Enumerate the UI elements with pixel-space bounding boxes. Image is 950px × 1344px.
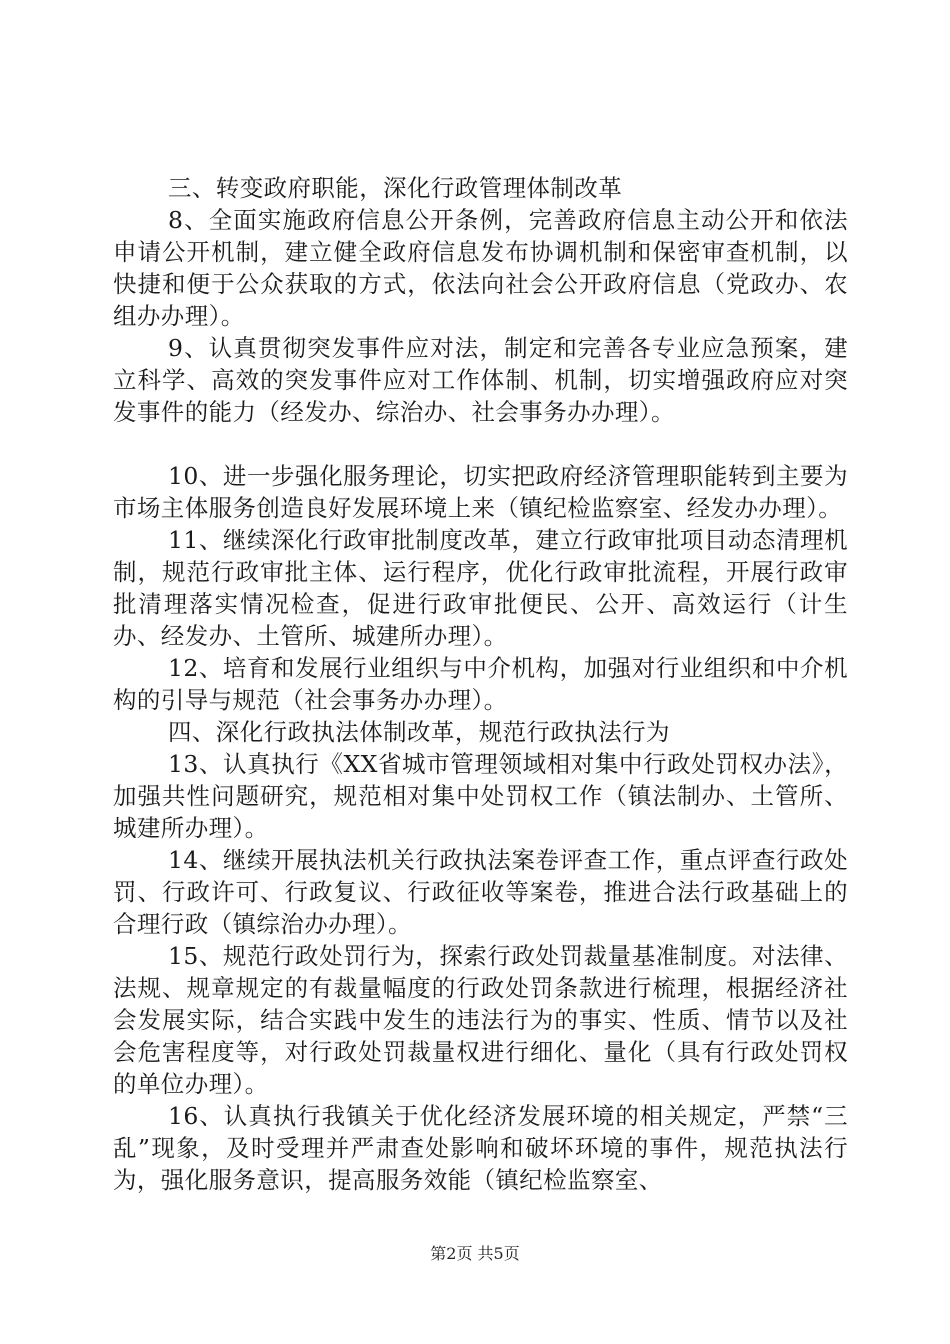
page-footer: 第2页 共5页 bbox=[430, 1244, 520, 1263]
paragraph-item-15: 15、规范行政处罚行为，探索行政处罚裁量基准制度。对法律、法规、规章规定的有裁量幅度的行政处罚条款进行梳理，根据经济社会发展实际，结合实践中发生的违法行为的事实、性质、情节以及社会危害程度等，对行政处罚裁量权进行细化、量化（具有行政处罚权的单位办理）。 bbox=[113, 942, 848, 1098]
paragraph-item-13: 13、认真执行《XX省城市管理领域相对集中行政处罚权办法》，加强共性问题研究，规范相对集中处罚权工作（镇法制办、土管所、城建所办理）。 bbox=[113, 750, 848, 842]
section-heading-three: 三、转变政府职能，深化行政管理体制改革 bbox=[168, 174, 623, 202]
paragraph-item-9: 9、认真贯彻突发事件应对法，制定和完善各专业应急预案，建立科学、高效的突发事件应对工作体制、机制，切实增强政府应对突发事件的能力（经发办、综治办、社会事务办办理）。 bbox=[113, 334, 848, 426]
paragraph-item-14: 14、继续开展执法机关行政执法案卷评查工作，重点评查行政处罚、行政许可、行政复议、行政征收等案卷，推进合法行政基础上的合理行政（镇综治办办理）。 bbox=[113, 846, 848, 938]
paragraph-item-12: 12、培育和发展行业组织与中介机构，加强对行业组织和中介机构的引导与规范（社会事务办办理）。 bbox=[113, 654, 848, 714]
document-body bbox=[113, 172, 848, 1196]
section-heading-four: 四、深化行政执法体制改革，规范行政执法行为 bbox=[168, 718, 670, 746]
paragraph-item-10: 10、进一步强化服务理论，切实把政府经济管理职能转到主要为市场主体服务创造良好发展环境上来（镇纪检监察室、经发办办理）。 bbox=[113, 462, 848, 522]
paragraph-item-16: 16、认真执行我镇关于优化经济发展环境的相关规定，严禁“三乱”现象，及时受理并严肃查处影响和破坏环境的事件，规范执法行为，强化服务意识，提高服务效能（镇纪检监察室、 bbox=[113, 1102, 848, 1194]
paragraph-item-8: 8、全面实施政府信息公开条例，完善政府信息主动公开和依法申请公开机制，建立健全政府信息发布协调机制和保密审查机制，以快捷和便于公众获取的方式，依法向社会公开政府信息（党政办、农组办办理）。 bbox=[113, 206, 848, 330]
paragraph-item-11: 11、继续深化行政审批制度改革，建立行政审批项目动态清理机制，规范行政审批主体、运行程序，优化行政审批流程，开展行政审批清理落实情况检查，促进行政审批便民、公开、高效运行（计生办、经发办、土管所、城建所办理）。 bbox=[113, 526, 848, 650]
